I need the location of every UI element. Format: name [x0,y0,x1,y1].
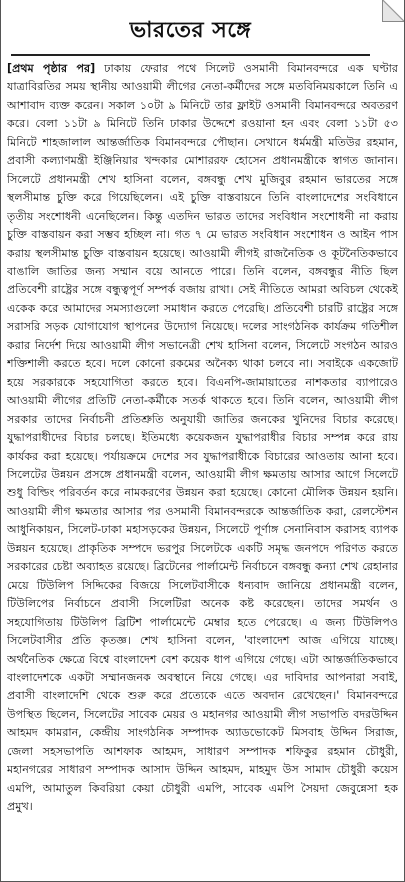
continued-marker: [প্রথম পৃষ্ঠার পর] [7,62,96,75]
headline-area [11,8,370,56]
article-paragraph [7,60,398,817]
headline: ভারতের সঙ্গে [129,17,252,43]
article-body [7,60,398,871]
article-text: ঢাকায় ফেরার পথে সিলেট ওসমানী বিমানবন্দরে এক ঘণ্টার যাত্রাবিরতির সময় স্থানীয় আওয়ামী লীগের নেতা-কর্মীদের সঙ্গে মতবিনিময়কালে তিনি এ আশাবাদ ব্যক্ত করেন। সকাল ১০টা ৯ মিনিটে তার ফ্লাইট ওসমানী বিমানবন্দরে অবতরণ করে। বেলা ১১টা ৯ মিনিটে তিনি ঢাকার উদ্দেশে রওয়ানা হন এবং বেলা ১১টা ৫৩ মিনিটে শাহজালাল আন্তর্জাতিক বিমানবন্দরে পৌছান। সেখানে ধর্মমন্ত্রী মতিউর রহমান, প্রবাসী কল্যাণমন্ত্রী ইঞ্জিনিয়ার খন্দকার মোশাররফ হোসেন প্রধানমন্ত্রীকে স্বাগত জানান। সিলেটে প্রধানমন্ত্রী শেখ হাসিনা বলেন, বঙ্গবন্ধু শেখ মুজিবুর রহমান ভারতের সঙ্গে স্থলসীমান্ত চুক্তি করে গিয়েছিলেন। এই চুক্তি বাস্তবায়নে তিনি বাংলাদেশের সংবিধানে তৃতীয় সংশোধনী এনেছিলেন। কিন্তু এতদিন ভারত তাদের সংবিধান সংশোধনী না করায় চুক্তি বাস্তবায়ন করা সম্ভব হচ্ছিল না। গত ৭ মে ভারত সংবিধান সংশোধন ও আইন পাস করায় স্থলসীমান্ত চুক্তি বাস্তবায়ন হয়েছে। আওয়ামী লীগই রাজনৈতিক ও কূটনৈতিকভাবে বাঙালি জাতির জন্য সম্মান বয়ে আনতে পারে। তিনি বলেন, বঙ্গবন্ধুর নীতি ছিল প্রতিবেশী রাষ্ট্রের সঙ্গে বন্ধুত্বপূর্ণ সম্পর্ক বজায় রাখা। সেই নীতিতে আমরা অবিচল থেকেই একেক করে আমাদের সমস্যাগুলো সমাধান করতে পেরেছি। প্রতিবেশী চারটি রাষ্ট্রের সঙ্গে সরাসরি সড়ক যোগাযোগ স্থাপনের উদ্যোগ নিয়েছে। দলের সাংগঠনিক কার্যক্রম গতিশীল করার নির্দেশ দিয়ে আওয়ামী লীগ সভানেত্রী শেখ হাসিনা বলেন, সিলেটে সংগঠন আরও শক্তিশালী করতে হবে। দলে কোনো রকমের অনৈক্য থাকা চলবে না। সবাইকে একজোট হয়ে সরকারকে সহযোগিতা করতে হবে। বিএনপি-জামায়াতের নাশকতার ব্যাপারেও আওয়ামী লীগের প্রতিটি নেতা-কর্মীকে সতর্ক থাকতে হবে। তিনি বলেন, আওয়ামী লীগ সরকার তাদের নির্বাচনী প্রতিশ্রুতি অনুযায়ী জাতির জনকের খুনিদের বিচার করেছে। যুদ্ধাপরাধীদের বিচার চলছে। ইতিমধ্যে কয়েকজন যুদ্ধাপরাধীর বিচার সম্পন্ন করে রায় কার্যকর করা হয়েছে। পর্যায়ক্রমে দেশের সব যুদ্ধাপরাধীকে বিচারের আওতায় আনা হবে। সিলেটের উন্নয়ন প্রসঙ্গে প্রধানমন্ত্রী বলেন, আওয়ামী লীগ ক্ষমতায় আসার আগে সিলেটে শুধু বিল্ডিং পরিবর্তন করে নামকরণের উন্নয়ন করা হয়েছে। কোনো মৌলিক উন্নয়ন হয়নি। আওয়ামী লীগ ক্ষমতার আসার পর ওসমানী বিমানবন্দরকে আন্তর্জাতিক করা, রেলস্টেশন আধুনিকায়ন, সিলেট-ঢাকা মহাসড়কের উন্নয়ন, সিলেটে পূর্ণাঙ্গ সেনানিবাস করাসহ ব্যাপক উন্নয়ন হয়েছে। প্রাকৃতিক সম্পদে ভরপুর সিলেটকে একটি সমৃদ্ধ জনপদে পরিণত করতে সরকারের চেষ্টা অব্যাহত রয়েছে। ব্রিটেনের পার্লামেন্ট নির্বাচনে বঙ্গবন্ধু কন্যা শেখ রেহানার মেয়ে টিউলিপ সিদ্দিকের বিজয়ে সিলেটবাসীকে ধন্যবাদ জানিয়ে প্রধানমন্ত্রী বলেন, টিউলিপের নির্বাচনে প্রবাসী সিলেটিরা অনেক কষ্ট করেছেন। তাদের সমর্থন ও সহযোগিতায় টিউলিপ ব্রিটিশ পার্লামেন্টে মেম্বার হতে পেরেছে। এ জন্য টিউলিপও সিলেটবাসীর প্রতি কৃতজ্ঞ। শেখ হাসিনা বলেন, 'বাংলাদেশ আজ এগিয়ে যাচ্ছে। অর্থনৈতিক ক্ষেত্রে বিশ্বে বাংলাদেশ বেশ কয়েক ধাপ এগিয়ে গেছে। এটা আন্তর্জাতিকভাবে বাংলাদেশকে একটা সম্মানজনক অবস্থানে নিয়ে গেছে। এর দাবিদার আপনারা সবাই, প্রবাসী বাংলাদেশি থেকে শুরু করে প্রত্যেকে এতে অবদান রেখেছেন।' বিমানবন্দরে উপস্থিত ছিলেন, সিলেটের সাবেক মেয়র ও মহানগর আওয়ামী লীগ সভাপতি বদরউদ্দিন আহমদ কামরান, কেন্দ্রীয় সাংগঠনিক সম্পাদক অ্যাডভোকেট মিসবাহ উদ্দিন সিরাজ, জেলা সহসভাপতি আশফাক আহমদ, সাধারণ সম্পাদক শফিকুর রহমান চৌধুরী, মহানগরের সাধারণ সম্পাদক আসাদ উদ্দিন আহমদ, মাহমুদ উস সামাদ চৌধুরী কয়েস এমপি, আমাতুল কিবরিয়া কেয়া চৌধুরী এমপি, সাবেক এমপি সৈয়দা জেবুন্নেসা হক প্রমুখ। [7,62,398,814]
page-fold-corner [382,0,404,22]
